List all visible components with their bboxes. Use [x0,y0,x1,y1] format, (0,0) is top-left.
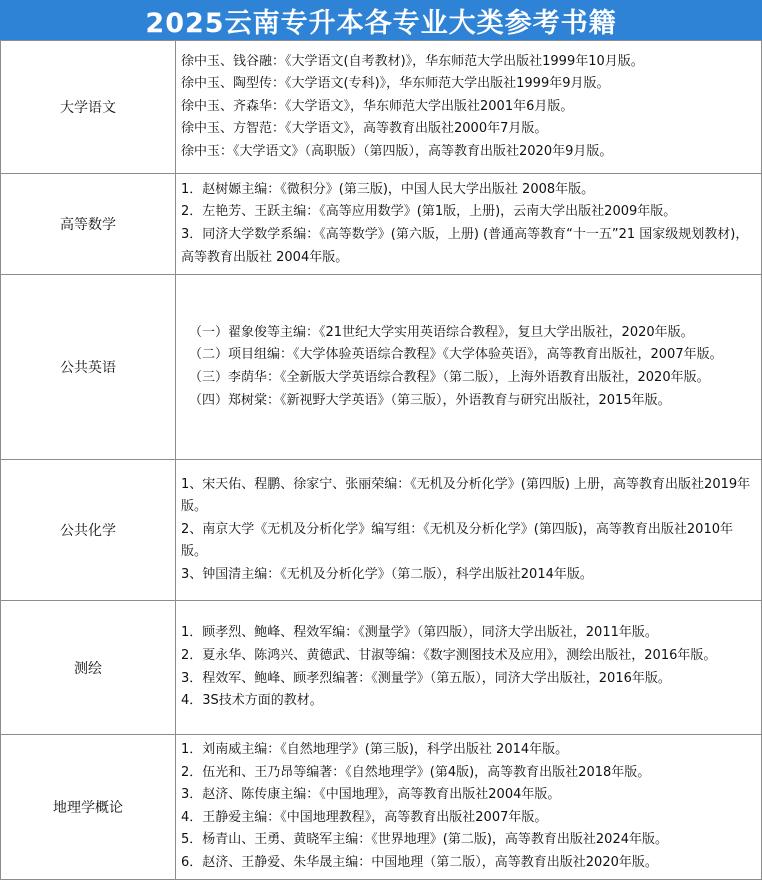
table-row [1,174,762,275]
table-row [1,601,762,735]
book-entry: （四）郑树棠：《新视野大学英语》（第三版），外语教育与研究出版社，2015年版。 [189,392,671,408]
table-row [1,41,762,174]
book-entry: 2．左艳芳、王跃主编：《高等应用数学》(第1版，上册)，云南大学出版社2009年版。 [181,204,677,220]
book-entry: 4．王静爱主编：《中国地理教程》，高等教育出版社2007年版。 [181,809,548,825]
book-entry: 4．3S技术方面的教材。 [181,693,323,709]
book-entry: 6．赵济、王静爱、朱华晟主编：中国地理（第二版），高等教育出版社2020年版。 [181,854,658,870]
book-entry: 2、南京大学《无机及分析化学》编写组：《无机及分析化学》(第四版)，高等教育出版社2010年版。 [181,521,733,560]
book-table [0,40,762,880]
book-entry: 徐中玉、陶型传：《大学语文(专科)》，华东师范大学出版社1999年9月版。 [181,76,610,92]
book-list [176,275,762,460]
table-row [1,275,762,460]
book-entry: 徐中玉、齐森华：《大学语文》，华东师范大学出版社2001年6月版。 [181,98,574,114]
book-entry: 徐中玉：《大学语文》（高职版）（第四版），高等教育出版社2020年9月版。 [181,143,613,159]
book-entry: 1．刘南威主编：《自然地理学》(第三版)，科学出版社 2014年版。 [181,742,569,757]
page-title: 2025云南专升本各专业大类参考书籍 [0,0,762,40]
book-list [176,174,762,275]
book-entry: 1、宋天佑、程鹏、徐家宁、张丽荣编：《无机及分析化学》(第四版) 上册，高等教育出版社2019年版。 [181,476,751,515]
book-entry: （三）李荫华：《全新版大学英语综合教程》（第二版），上海外语教育出版社，2020年版。 [189,370,710,385]
subject-name: 高等数学 [1,174,176,275]
subject-name: 地理学概论 [1,735,176,880]
book-entry: 徐中玉、钱谷融：《大学语文(自考教材)》，华东师范大学出版社1999年10月版。 [181,53,644,69]
book-list [176,41,762,174]
table-row [1,460,762,601]
book-entry: 3．同济大学数学系编：《高等数学》(第六版，上册) (普通高等教育“十一五”21 国家级规划教材)，高等教育出版社 2004年版。 [181,227,749,265]
book-entry: 徐中玉、方智范：《大学语文》，高等教育出版社2000年7月版。 [181,121,548,137]
book-entry: 2．伍光和、王乃昂等编著：《自然地理学》(第4版)，高等教育出版社2018年版。 [181,764,651,780]
book-entry: 5．杨青山、王勇、黄晓军主编：《世界地理》(第二版)，高等教育出版社2024年版。 [181,832,668,848]
book-entry: 2．夏永华、陈鸿兴、黄德武、甘淑等编：《数字测图技术及应用》，测绘出版社，2016年版。 [181,647,717,663]
subject-name: 大学语文 [1,41,176,174]
book-entry: 3．程效军、鲍峰、顾孝烈编著：《测量学》（第五版），同济大学出版社，2016年版。 [181,670,671,686]
book-entry: 3．赵济、陈传康主编：《中国地理》，高等教育出版社2004年版。 [181,787,561,803]
book-entry: 3、钟国清主编：《无机及分析化学》（第二版），科学出版社2014年版。 [181,566,593,582]
subject-name: 公共英语 [1,275,176,460]
book-list [176,601,762,735]
book-entry: 1．顾孝烈、鲍峰、程效军编：《测量学》（第四版），同济大学出版社，2011年版。 [181,625,658,641]
book-entry: （二）项目组编：《大学体验英语综合教程》《大学体验英语》，高等教育出版社，2007年版。 [189,347,723,363]
subject-name: 公共化学 [1,460,176,601]
book-list [176,735,762,880]
book-entry: 1．赵树嫄主编：《微积分》(第三版)，中国人民大学出版社 2008年版。 [181,181,595,197]
book-entry: （一）翟象俊等主编：《21世纪大学实用英语综合教程》，复旦大学出版社，2020年版。 [189,324,694,340]
book-list [176,460,762,601]
table-row [1,735,762,880]
subject-name: 测绘 [1,601,176,735]
